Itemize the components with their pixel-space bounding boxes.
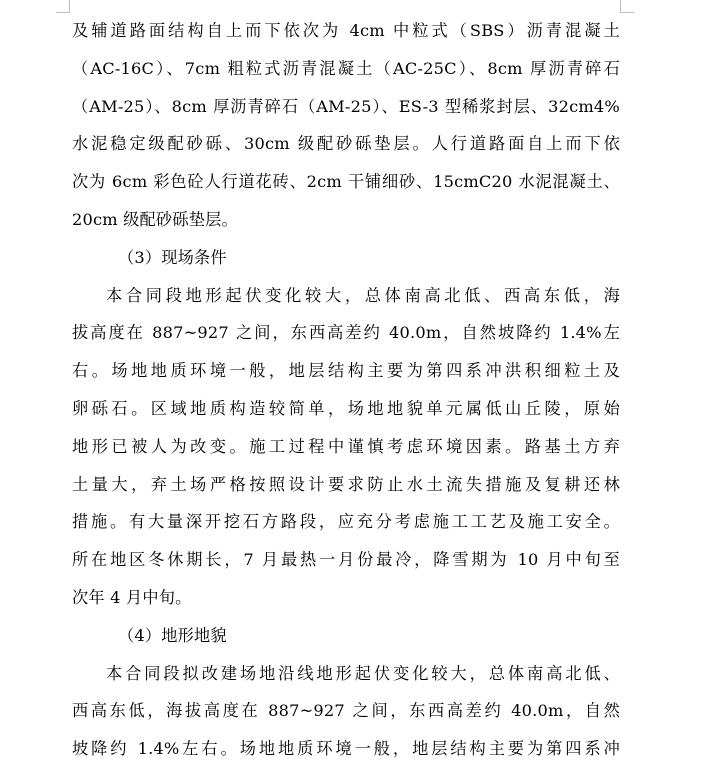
body-line: 水泥稳定级配砂砾、30cm 级配砂砾垫层。人行道路面自上而下依 <box>72 134 620 154</box>
body-line: 次年 4 月中旬。 <box>72 587 192 607</box>
body-line: 本合同段地形起伏变化较大，总体南高北低、西高东低，海 <box>106 285 620 305</box>
body-line: 土量大，弃土场严格按照设计要求防止水土流失措施及复耕还林 <box>72 474 620 494</box>
section-heading-3: （3）现场条件 <box>118 247 227 267</box>
body-line: 及辅道路面结构自上而下依次为 4cm 中粒式（SBS）沥青混凝土 <box>72 21 620 40</box>
crop-mark-top-right <box>620 0 621 12</box>
body-line: 地形已被人为改变。施工过程中谨慎考虑环境因素。路基土方弃 <box>72 436 620 456</box>
crop-mark-top-left <box>69 0 70 12</box>
document-body <box>72 12 620 768</box>
body-line: 所在地区冬休期长，7 月最热一月份最冷，降雪期为 10 月中旬至 <box>72 550 620 570</box>
body-line: 措施。有大量深开挖石方路段，应充分考虑施工工艺及施工安全。 <box>72 512 620 532</box>
crop-mark-top-left-horizontal <box>56 12 70 13</box>
body-line: 右。场地地质环境一般，地层结构主要为第四系冲洪积细粒土及 <box>72 361 620 381</box>
body-line: 本合同段拟改建场地沿线地形起伏变化较大，总体南高北低、 <box>106 663 620 683</box>
crop-mark-top-right-horizontal <box>620 12 634 13</box>
body-line: （AC-16C）、7cm 粗粒式沥青混凝土（AC-25C）、8cm 厚沥青碎石 <box>72 58 620 78</box>
body-line: 西高东低，海拔高度在 887~927 之间，东西高差约 40.0m，自然 <box>72 701 620 721</box>
body-line: 20cm 级配砂砾垫层。 <box>72 209 238 229</box>
body-line: 卵砾石。区域地质构造较简单，场地地貌单元属低山丘陵，原始 <box>72 398 620 418</box>
body-line: 拔高度在 887~927 之间，东西高差约 40.0m，自然坡降约 1.4%左 <box>72 323 620 343</box>
body-line: 坡降约 1.4%左右。场地地质环境一般，地层结构主要为第四系冲 <box>72 739 620 759</box>
body-line: （AM-25）、8cm 厚沥青碎石（AM-25）、ES-3 型稀浆封层、32cm4% <box>72 96 620 116</box>
section-heading-4: （4）地形地貌 <box>118 625 227 645</box>
body-line: 次为 6cm 彩色砼人行道花砖、2cm 干铺细砂、15cmC20 水泥混凝土、 <box>72 172 620 192</box>
